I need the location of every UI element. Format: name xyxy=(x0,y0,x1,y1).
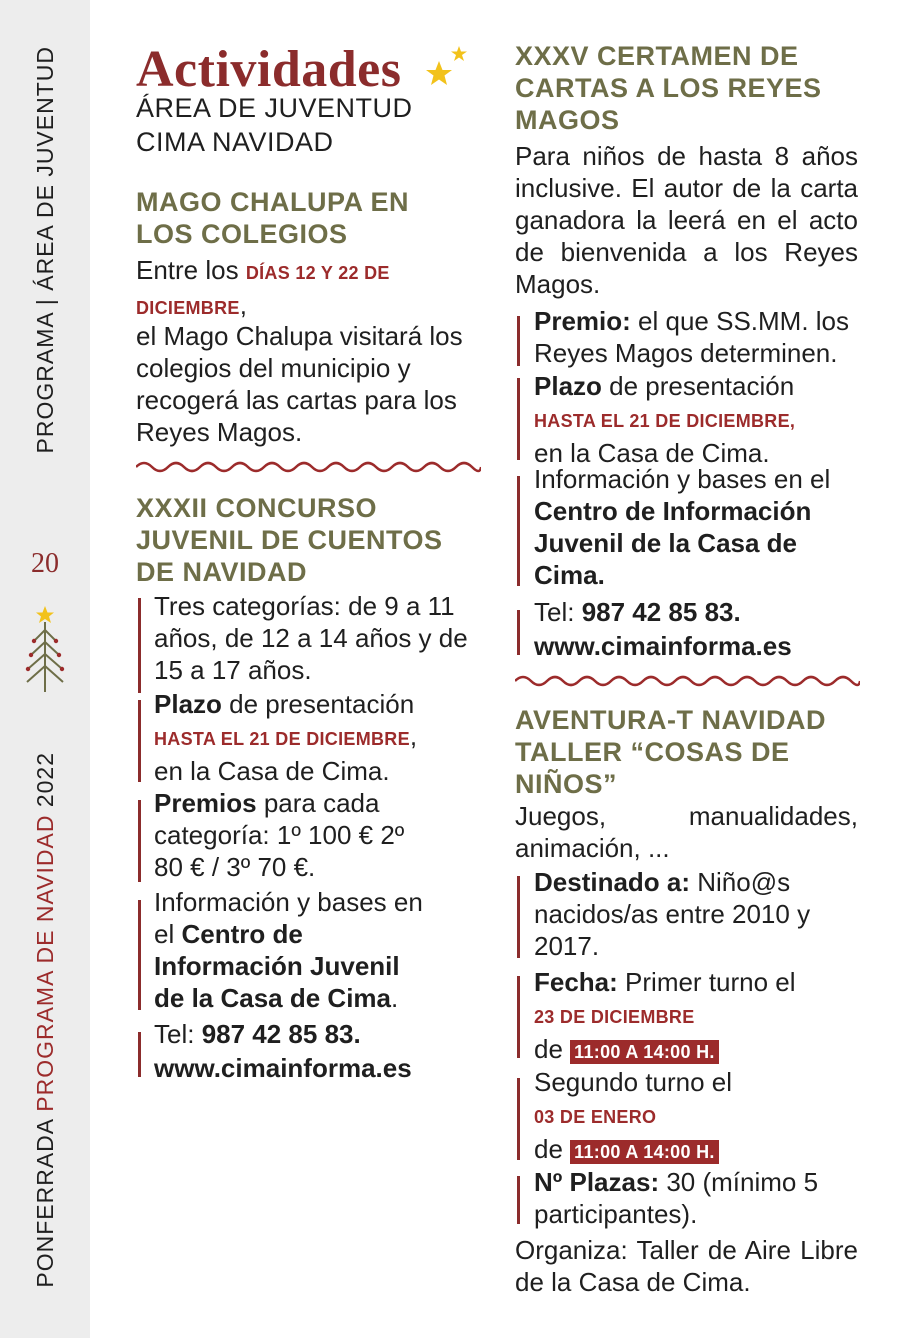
aventura-segundo-turno: Segundo turno el 03 DE ENERO de 11:00 A 14:00 H. xyxy=(534,1067,733,1164)
concurso-premios: Premios para cada categoría: 1º 100 € 2º 80 € / 3º 70 €. xyxy=(154,788,405,882)
bullet-bar xyxy=(517,316,520,366)
cartas-web-link[interactable]: www.cimainforma.es xyxy=(534,631,792,661)
aventura-fecha: Fecha: Primer turno el 23 DE DICIEMBRE de 11:00 A 14:00 H. xyxy=(534,967,796,1064)
concurso-info: Información y bases en el Centro de Información Juvenil de la Casa de Cima. xyxy=(154,887,423,1013)
bullet-bar xyxy=(138,900,141,1010)
sidebar xyxy=(0,0,90,1338)
subtitle-area: ÁREA DE JUVENTUD xyxy=(136,93,413,123)
wavy-divider xyxy=(136,458,481,476)
aventura-destinado: Destinado a: Niño@s nacidos/as entre 2010 y 2017. xyxy=(534,867,811,961)
bullet-bar xyxy=(517,378,520,460)
cartas-description: Para niños de hasta 8 años inclusive. El autor de la carta ganadora la leerá en el acto de bienvenida a los Reyes Magos. xyxy=(515,141,858,299)
page-number: 20 xyxy=(31,548,59,579)
bullet-bar xyxy=(138,800,141,882)
bullet-bar xyxy=(138,1032,141,1077)
time-badge: 11:00 A 14:00 H. xyxy=(570,1040,719,1064)
aventura-description: Juegos, manualidades, animación, ... xyxy=(515,801,858,863)
mago-description: el Mago Chalupa visitará los colegios del municipio y recogerá las cartas para los Reyes Magos. xyxy=(136,321,463,447)
concurso-categories: Tres categorías: de 9 a 11 años, de 12 a 14 años y de 15 a 17 años. xyxy=(154,591,468,685)
section-title-concurso: XXXII CONCURSO JUVENIL DE CUENTOS DE NAVIDAD xyxy=(136,493,443,587)
aventura-organiza: Organiza: Taller de Aire Libre de la Casa de Cima. xyxy=(515,1235,858,1297)
star-icon xyxy=(424,44,470,90)
concurso-tel: Tel: 987 42 85 83. xyxy=(154,1019,361,1049)
bullet-bar xyxy=(138,700,141,782)
concurso-plazo: Plazo de presentación HASTA EL 21 DE DICIEMBRE, en la Casa de Cima. xyxy=(154,689,418,786)
sidebar-top-label: PROGRAMA | ÁREA DE JUVENTUD xyxy=(31,46,58,454)
christmas-tree-icon xyxy=(22,604,68,694)
time-badge: 11:00 A 14:00 H. xyxy=(570,1140,719,1164)
cartas-tel: Tel: 987 42 85 83. xyxy=(534,597,741,627)
section-title-aventura: AVENTURA-T NAVIDAD TALLER “COSAS DE NIÑOS” xyxy=(515,705,826,799)
cartas-info: Información y bases en el Centro de Información Juvenil de la Casa de Cima. xyxy=(534,464,831,590)
bullet-bar xyxy=(517,1078,520,1160)
bullet-bar xyxy=(517,610,520,655)
mago-dates: Entre los DÍAS 12 Y 22 DE DICIEMBRE, xyxy=(136,255,390,320)
bullet-bar xyxy=(517,1176,520,1224)
wavy-divider xyxy=(515,672,860,690)
section-title-mago: MAGO CHALUPA EN LOS COLEGIOS xyxy=(136,187,409,249)
sidebar-bottom-label: PONFERRADA PROGRAMA DE NAVIDAD 2022 xyxy=(31,752,58,1288)
bullet-bar xyxy=(517,476,520,586)
page-title: Actividades xyxy=(136,41,402,98)
aventura-plazas: Nº Plazas: 30 (mínimo 5 participantes). xyxy=(534,1167,819,1229)
cartas-plazo: Plazo de presentación HASTA EL 21 DE DICIEMBRE, en la Casa de Cima. xyxy=(534,371,796,468)
cartas-premio: Premio: el que SS.MM. los Reyes Magos determinen. xyxy=(534,306,850,368)
bullet-bar xyxy=(517,976,520,1058)
concurso-web-link[interactable]: www.cimainforma.es xyxy=(154,1053,412,1083)
section-title-cartas: XXXV CERTAMEN DE CARTAS A LOS REYES MAGOS xyxy=(515,41,822,135)
bullet-bar xyxy=(517,876,520,958)
bullet-bar xyxy=(138,598,141,693)
subtitle-event: CIMA NAVIDAD xyxy=(136,127,334,157)
